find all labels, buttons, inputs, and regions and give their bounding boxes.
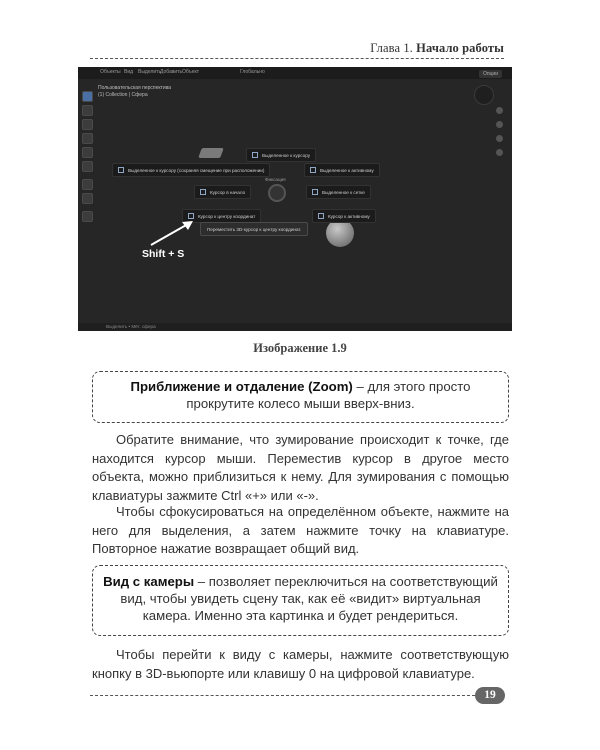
note-term: Вид с камеры	[103, 574, 195, 589]
paragraph-zoom: Обратите внимание, что зумирование происходит к точке, где находится курсор мыши. Переместив курсор в другое место объекта, можно приблизиться к нему. Для зумирования с помощью клавиатуры зажмите Ctrl «+» или «-».	[92, 432, 509, 503]
annotate-tool-icon	[82, 179, 93, 190]
menu-select: Выделить	[138, 69, 162, 75]
rotate-tool-icon	[82, 133, 93, 144]
toolbar	[82, 91, 94, 261]
zoom-note	[92, 371, 509, 423]
pan-icon	[496, 121, 503, 128]
header-divider	[90, 58, 504, 59]
active-collection: (1) Collection | Сфера	[98, 92, 148, 98]
page-number: 19	[475, 687, 505, 704]
sphere-object	[326, 219, 354, 247]
pie-item-selection-to-cursor: Выделенное к курсору	[246, 148, 316, 162]
camera-view-note	[92, 565, 509, 636]
zoom-icon	[496, 107, 503, 114]
pie-item-selection-to-cursor-offset: Выделенное к курсору (сохраняя смещение при расположении)	[112, 163, 270, 177]
chapter-heading	[370, 41, 504, 56]
chapter-title: Начало работы	[416, 41, 504, 55]
pie-item-cursor-to-world: Курсор в начало	[194, 185, 251, 199]
snap-icon	[310, 167, 316, 173]
add-cube-tool-icon	[82, 211, 93, 222]
arrow-icon	[148, 218, 198, 248]
pie-menu-center	[268, 184, 286, 202]
measure-tool-icon	[82, 193, 93, 204]
note-term: Приближение и отдаление (Zoom)	[130, 379, 353, 394]
snap-icon	[252, 152, 258, 158]
scene-object	[198, 148, 224, 158]
snap-icon	[312, 189, 318, 195]
note-text: – для этого просто прокрутите колесо мыши вверх-вниз.	[186, 379, 471, 411]
transform-mode: Глобально	[240, 69, 265, 75]
view-controls	[496, 107, 504, 207]
viewport-header	[78, 67, 512, 79]
scale-tool-icon	[82, 147, 93, 158]
snap-icon	[118, 167, 124, 173]
chapter-label: Глава 1.	[370, 41, 413, 55]
transform-tool-icon	[82, 161, 93, 172]
options-button: Опции	[479, 70, 502, 78]
tooltip: Переместить 3D-курсор к центру координат.	[200, 222, 308, 236]
menu-view: Вид	[124, 69, 134, 75]
paragraph-focus: Чтобы сфокусироваться на определённом объекте, нажмите на него для выделения, а затем нажмите точку на клавиатуре. Повторное нажатие возвращает общий вид.	[92, 504, 509, 556]
grid-icon	[496, 149, 503, 156]
navigation-gizmo	[474, 85, 494, 105]
shortcut-label: Shift + S	[142, 248, 185, 260]
pie-item-cursor-to-world-origin: Курсор к центру координат	[182, 209, 261, 223]
select-tool-icon	[82, 91, 93, 102]
status-text: Выделить • Мёт. сфера	[106, 324, 156, 329]
viewport-info	[98, 85, 171, 99]
footer-divider	[90, 695, 475, 696]
menu-object: Объект	[182, 69, 200, 75]
figure-caption: Изображение 1.9	[253, 341, 347, 355]
menu-add: Добавить	[160, 69, 183, 75]
cursor-tool-icon	[82, 105, 93, 116]
move-tool-icon	[82, 119, 93, 130]
snap-icon	[318, 213, 324, 219]
note-text: – позволяет переключиться на соответствующий вид, чтобы увидеть сцену так, как её «видит» виртуальная камера. Именно эта картинка и будет рендериться.	[120, 574, 498, 623]
view-type: Пользовательская перспектива	[98, 85, 172, 91]
camera-icon	[496, 135, 503, 142]
snap-icon	[200, 189, 206, 195]
blender-screenshot	[78, 67, 512, 331]
pie-menu-title: Фиксация	[265, 177, 286, 182]
menu-objects: Объекты	[100, 69, 121, 75]
pie-item-cursor-to-active: Курсор к активному	[312, 209, 376, 223]
paragraph-camera: Чтобы перейти к виду с камеры, нажмите соответствующую кнопку в 3D-вьюпорте или клавишу 0 на цифровой клавиатуре.	[92, 647, 509, 681]
pie-item-selection-to-active: Выделенное к активному	[304, 163, 380, 177]
status-bar	[78, 323, 512, 331]
pie-item-selection-to-grid: Выделенное к сетке	[306, 185, 371, 199]
